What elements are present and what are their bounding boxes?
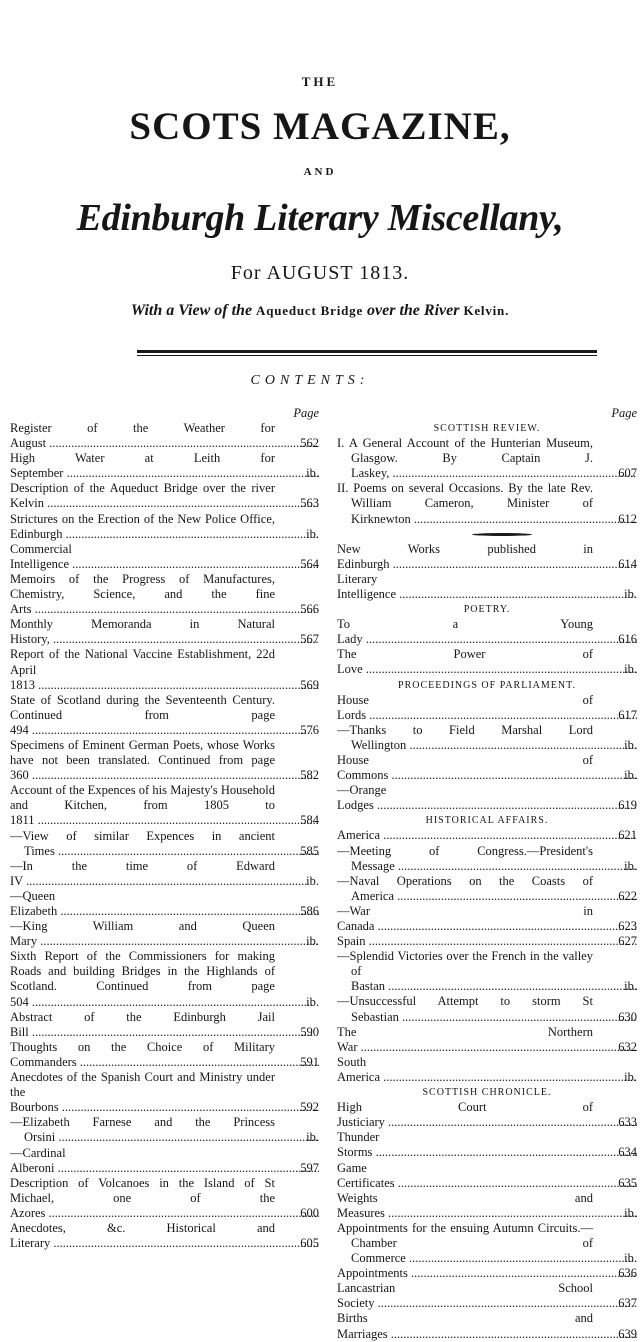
entry-page: 627	[618, 934, 637, 949]
contents-entry	[337, 723, 637, 753]
entry-page: 633	[618, 1115, 637, 1130]
entry-page: 612	[618, 511, 637, 526]
entry-title: To a Young Lady .....	[337, 617, 637, 647]
contents-entry	[10, 1176, 319, 1221]
view-text-d: Kelvin.	[463, 303, 510, 318]
entry-title: America .....	[337, 828, 637, 843]
contents-entry	[337, 572, 637, 602]
entry-title: Monthly Memoranda in Natural History, .....	[10, 617, 319, 647]
entry-title: Literary Intelligence .....	[337, 572, 637, 602]
entry-page: 622	[618, 888, 637, 903]
contents-entry	[337, 994, 637, 1024]
entry-page: 586	[300, 904, 319, 918]
contents-entry	[10, 949, 319, 1009]
right-entry-list	[337, 421, 637, 1342]
contents-entry	[10, 1040, 319, 1070]
entry-page: 637	[618, 1296, 637, 1311]
entry-page: 635	[618, 1175, 637, 1190]
entry-page: 630	[618, 1009, 637, 1024]
entry-page: 623	[618, 919, 637, 933]
magazine-title: SCOTS MAGAZINE,	[129, 105, 511, 148]
entry-title: Report of the National Vaccine Establishment, 22d April 1813 .....	[10, 647, 319, 692]
entry-page: ib.	[306, 873, 319, 888]
view-text-c: over the River	[367, 302, 460, 319]
entry-title: —Cardinal Alberoni .....	[10, 1146, 319, 1176]
contents-entry	[10, 1115, 319, 1145]
entry-title: The Northern War .....	[337, 1025, 637, 1055]
entry-title: New Works published in Edinburgh .....	[337, 542, 637, 572]
entry-page: ib.	[624, 737, 637, 752]
entry-title: —War in Canada .....	[337, 904, 637, 934]
contents-entry	[337, 1191, 637, 1221]
section-heading: HISTORICAL AFFAIRS.	[425, 815, 549, 827]
contents-entry	[10, 451, 319, 481]
entry-title: —In the time of Edward IV .....	[10, 859, 319, 889]
entry-title: House of Lords .....	[337, 693, 637, 723]
entry-page: 617	[618, 707, 637, 722]
entry-page: 636	[618, 1266, 637, 1281]
contents-entry	[337, 934, 637, 949]
entry-title: Weights and Measures .....	[337, 1191, 637, 1221]
contents-entry	[337, 1100, 637, 1130]
page-column-header: Page	[293, 406, 319, 420]
entry-page: 576	[300, 722, 319, 737]
contents-entry	[10, 512, 319, 542]
entry-page: ib.	[624, 1251, 637, 1266]
entry-title: —Meeting of Congress.—President's Message .....	[337, 844, 637, 874]
contents-left-column	[10, 406, 319, 1251]
title-and: AND	[303, 166, 337, 178]
entry-title: —Naval Operations on the Coasts of America .....	[337, 874, 637, 904]
entry-title: II. Poems on several Occasions. By the late Rev. William Cameron, Minister of Kirknewton .....	[337, 481, 637, 526]
entry-page: 584	[300, 813, 319, 828]
entry-page: 591	[300, 1054, 319, 1069]
entry-title: Appointments .....	[337, 1266, 637, 1281]
entry-title: Register of the Weather for August .....	[10, 421, 319, 451]
contents-entry	[10, 481, 319, 511]
entry-title: Lancastrian School Society .....	[337, 1281, 637, 1311]
contents-entry	[337, 1055, 637, 1085]
entry-title: State of Scotland during the Seventeenth Century. Continued from page 494 .....	[10, 693, 319, 738]
contents-entry	[337, 1221, 637, 1266]
entry-title: Appointments for the ensuing Autumn Circuits.—Chamber of Commerce .....	[337, 1221, 637, 1266]
entry-title: Spain .....	[337, 934, 637, 949]
contents-entry	[337, 1266, 637, 1281]
contents-entry	[337, 436, 637, 481]
contents-entry	[10, 1070, 319, 1115]
entry-title: —Orange Lodges .....	[337, 783, 637, 813]
entry-page: 566	[300, 602, 319, 617]
entry-page: 585	[300, 843, 319, 858]
miscellany-title: Edinburgh Literary Miscellany,	[76, 197, 564, 239]
contents-entry	[10, 1146, 319, 1176]
entry-page: ib.	[306, 934, 319, 949]
entry-page: ib.	[624, 1205, 637, 1220]
contents-right-column	[337, 406, 637, 1342]
entry-title: —King William and Queen Mary .....	[10, 919, 319, 949]
view-text-b: Aqueduct Bridge	[256, 303, 364, 318]
contents-entry	[10, 421, 319, 451]
entry-title: Specimens of Eminent German Poets, whose Works have not been translated. Continued from page 360 .....	[10, 738, 319, 783]
entry-title: Anecdotes, &c. Historical and Literary .....	[10, 1221, 319, 1251]
entry-title: —Elizabeth Farnese and the Princess Orsini .....	[10, 1115, 319, 1145]
entry-title: Thoughts on the Choice of Military Commanders .....	[10, 1040, 319, 1070]
entry-title: Thunder Storms .....	[337, 1130, 637, 1160]
entry-page: 621	[618, 828, 637, 843]
contents-entry	[337, 693, 637, 723]
contents-entry	[10, 889, 319, 919]
entry-title: South America .....	[337, 1055, 637, 1085]
title-the: THE	[301, 74, 339, 89]
entry-title: —Splendid Victories over the French in the valley of Bastan .....	[337, 949, 637, 994]
entry-page: 600	[300, 1205, 319, 1220]
section-heading: POETRY.	[463, 604, 511, 616]
contents-entry	[337, 617, 637, 647]
contents-entry	[10, 859, 319, 889]
entry-page: ib.	[624, 768, 637, 783]
contents-entry	[337, 949, 637, 994]
contents-entry	[10, 919, 319, 949]
contents-entry	[10, 617, 319, 647]
entry-page: ib.	[306, 1130, 319, 1145]
contents-entry	[337, 542, 637, 572]
double-rule-bottom	[137, 355, 597, 356]
contents-entry	[337, 647, 637, 677]
contents-heading: CONTENTS:	[250, 373, 370, 388]
contents-entry	[337, 874, 637, 904]
entry-page: ib.	[624, 662, 637, 677]
contents-entry	[10, 647, 319, 692]
contents-entry	[337, 1311, 637, 1341]
issue-date: AUGUST 1813.	[266, 262, 410, 284]
entry-title: Memoirs of the Progress of Manufactures, Chemistry, Science, and the fine Arts .....	[10, 572, 319, 617]
entry-title: —Queen Elizabeth .....	[10, 889, 319, 919]
entry-page: 562	[300, 436, 319, 451]
contents-entry	[10, 542, 319, 572]
entry-title: I. A General Account of the Hunterian Museum, Glasgow. By Captain J. Laskey, .....	[337, 436, 637, 481]
entry-title: —Unsuccessful Attempt to storm St Sebastian .....	[337, 994, 637, 1024]
entry-title: Description of Volcanoes in the Island of St Michael, one of the Azores .....	[10, 1176, 319, 1221]
contents-entry	[337, 844, 637, 874]
issue-line	[0, 262, 640, 285]
contents-entry	[10, 783, 319, 828]
entry-page: 632	[618, 1039, 637, 1054]
entry-page: ib.	[624, 979, 637, 994]
entry-title: Strictures on the Erection of the New Police Office, Edinburgh .....	[10, 512, 319, 542]
entry-title: Game Certificates .....	[337, 1161, 637, 1191]
entry-title: —View of similar Expences in ancient Times .....	[10, 829, 319, 859]
section-divider	[337, 527, 637, 542]
contents-entry	[337, 481, 637, 526]
contents-entry	[337, 904, 637, 934]
section-heading: SCOTTISH REVIEW.	[433, 423, 541, 434]
entry-title: —Thanks to Field Marshal Lord Wellington .....	[337, 723, 637, 753]
view-text-a: With a View of the	[130, 302, 253, 319]
entry-page: 619	[618, 798, 637, 813]
entry-page: 563	[300, 496, 319, 511]
contents-entry	[10, 1010, 319, 1040]
entry-title: House of Commons .....	[337, 753, 637, 783]
entry-page: 592	[300, 1100, 319, 1115]
contents-entry	[10, 738, 319, 783]
entry-page: 605	[300, 1236, 319, 1251]
contents-entry	[337, 783, 637, 813]
entry-page: ib.	[624, 586, 637, 601]
divider-ornament	[472, 533, 532, 536]
entry-title: Anecdotes of the Spanish Court and Ministry under the Bourbons .....	[10, 1070, 319, 1115]
contents-entry	[337, 753, 637, 783]
entry-page: 567	[300, 632, 319, 647]
entry-page: 590	[300, 1024, 319, 1039]
entry-page: ib.	[306, 994, 319, 1009]
section-heading: PROCEEDINGS OF PARLIAMENT.	[398, 679, 576, 691]
entry-page: 616	[618, 632, 637, 647]
entry-page: 582	[300, 768, 319, 783]
entry-page: 607	[618, 466, 637, 481]
entry-page: ib.	[306, 466, 319, 481]
contents-entry	[10, 829, 319, 859]
entry-page: 569	[300, 677, 319, 692]
contents-entry	[337, 1025, 637, 1055]
entry-title: High Water at Leith for September .....	[10, 451, 319, 481]
contents-entry	[337, 828, 637, 843]
entry-page: ib.	[306, 526, 319, 541]
entry-title: Births and Marriages .....	[337, 1311, 637, 1341]
contents-entry	[337, 1161, 637, 1191]
entry-page: ib.	[624, 1069, 637, 1084]
contents-entry	[10, 572, 319, 617]
entry-page: 639	[618, 1326, 637, 1341]
entry-page: 597	[300, 1160, 319, 1175]
entry-title: The Power of Love .....	[337, 647, 637, 677]
entry-page: 564	[300, 556, 319, 571]
issue-prefix: For	[230, 262, 262, 284]
entry-title: Account of the Expences of his Majesty's Household and Kitchen, from 1805 to 1811 .....	[10, 783, 319, 828]
entry-title: Abstract of the Edinburgh Jail Bill .....	[10, 1010, 319, 1040]
view-line	[0, 302, 640, 320]
left-entry-list	[10, 421, 319, 1251]
section-heading: SCOTTISH CHRONICLE.	[422, 1087, 552, 1099]
entry-page: ib.	[624, 858, 637, 873]
contents-entry	[337, 1130, 637, 1160]
entry-page: 634	[618, 1145, 637, 1160]
contents-entry	[10, 1221, 319, 1251]
contents-entry	[10, 693, 319, 738]
entry-title: Description of the Aqueduct Bridge over the river Kelvin .....	[10, 481, 319, 511]
entry-title: Commercial Intelligence .....	[10, 542, 319, 572]
page-column-header: Page	[611, 406, 637, 420]
contents-entry	[337, 1281, 637, 1311]
entry-title: High Court of Justiciary .....	[337, 1100, 637, 1130]
entry-page: 614	[618, 556, 637, 571]
double-rule-top	[137, 350, 597, 353]
entry-title: Sixth Report of the Commissioners for making Roads and building Bridges in the Highlands of Scotland. Continued from page 504 .....	[10, 949, 319, 1009]
